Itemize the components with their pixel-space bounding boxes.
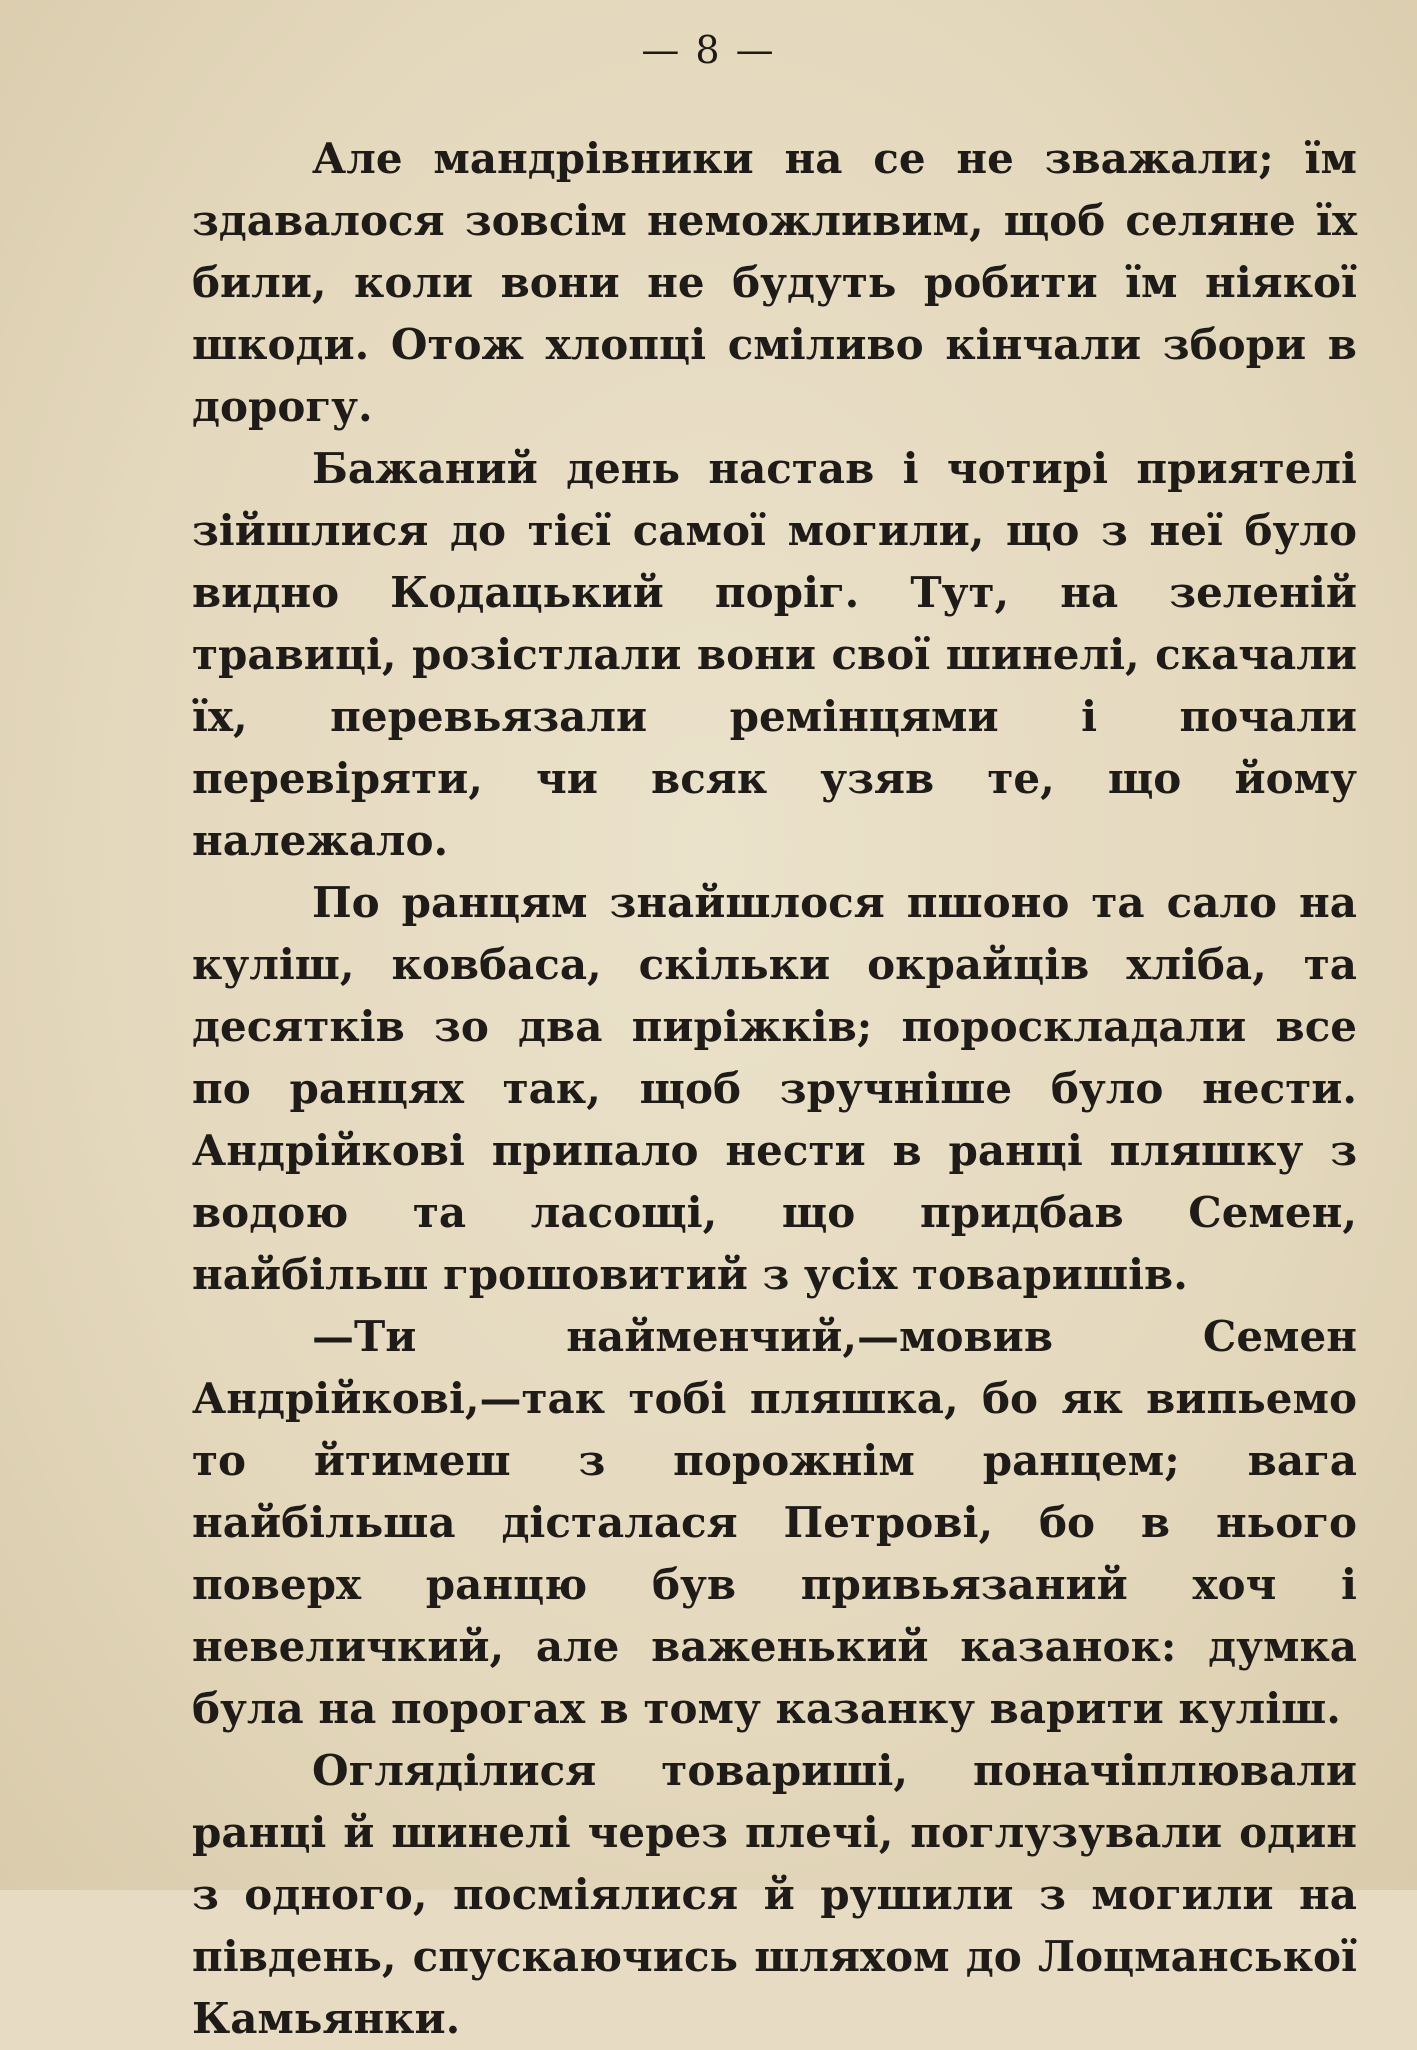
page-number: — 8 —: [641, 28, 776, 72]
body-text: [192, 128, 1357, 2050]
paragraph-1: Але мандрівники на се не зважали; їм здавалося зовсім неможливим, щоб селяне їх били, коли вони не будуть робити їм ніякої шкоди. Отож хлопці сміливо кінчали збори в дорогу.: [192, 134, 1357, 431]
paragraph-3: По ранцям знайшлося пшоно та сало на куліш, ковбаса, скільки окрайців хліба, та десятків зо два пиріжків; пороскладали все по ранцях так, щоб зручніше було нести. Андрійкові припало нести в ранці пляшку з водою та ласощі, що придбав Семен, найбільш грошовитий з усіх товаришів.: [192, 878, 1357, 1299]
paragraph-2: Бажаний день настав і чотирі приятелі зійшлися до тієї самої могили, що з неї було видно Кодацький поріг. Тут, на зеленій травиці, розістлали вони свої шинелі, скачали їх, перевьязали ремінцями і почали перевіряти, чи всяк узяв те, що йому належало.: [192, 444, 1357, 865]
paragraph-5: Оглядiлися товариші, поначіплювали ранці й шинелі через плечі, поглузували один з одного, посміялися й рушили з могили на південь, спускаючись шляхом до Лоцманської Камьянки.: [192, 1746, 1357, 2043]
paragraph-4: —Ти найменчий,—мовив Семен Андрійкові,—так тобі пляшка, бо як випьемо то йтимеш з порожнім ранцем; вага найбільша дісталася Петрові, бо в нього поверх ранцю був привьязаний хоч і невеличкий, але важенький казанок: думка була на порогах в тому казанку варити куліш.: [192, 1312, 1357, 1733]
